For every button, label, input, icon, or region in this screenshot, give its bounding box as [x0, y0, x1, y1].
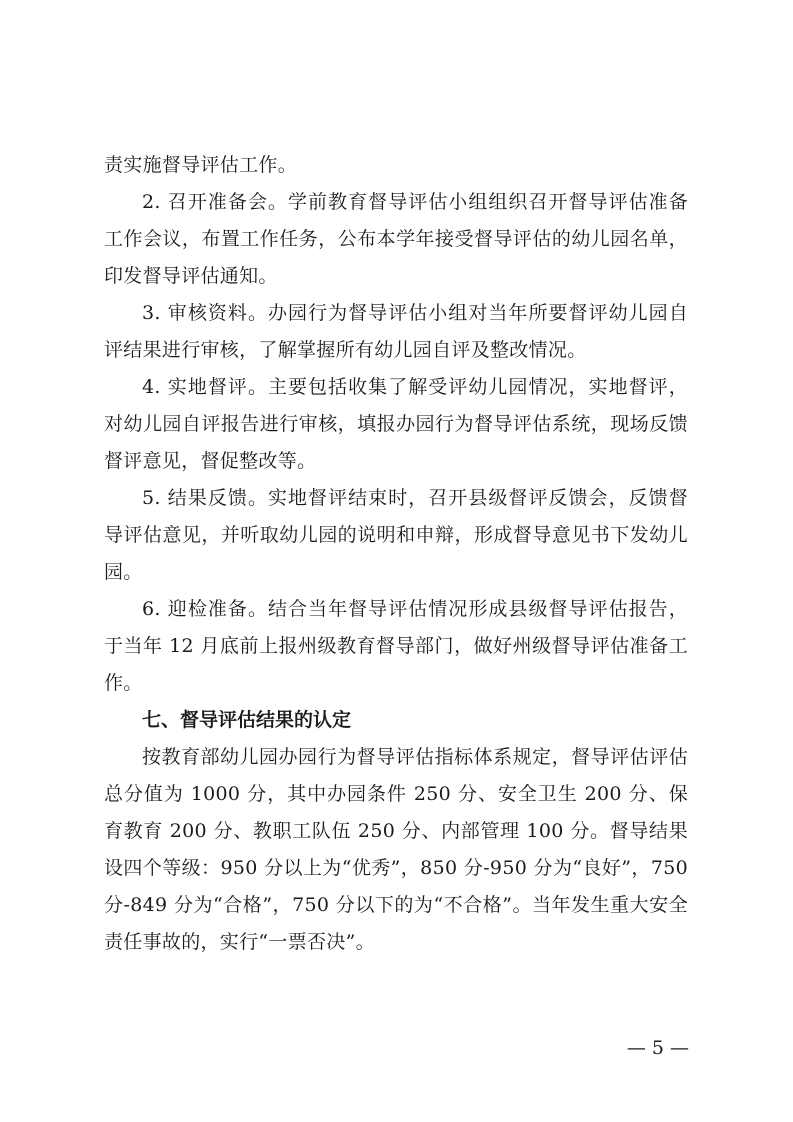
paragraph-results: 按教育部幼儿园办园行为督导评估指标体系规定，督导评估评估总分值为 1000 分，其中办园条件 250 分、安全卫生 200 分、保育教育 200 分、教职工队伍 250 分、内部管理 100 分。督导结果设四个等级：950 分以上为“优秀”，850 分-950 分为“良好”，750 分-849 分为“合格”，750 分以下的为“不合格”。当年发生重大安全责任事故的，实行“一票否决”。: [104, 746, 688, 953]
paragraph-item-5: 5. 结果反馈。实地督评结束时，召开县级督评反馈会，反馈督导评估意见，并听取幼儿园的说明和申辩，形成督导意见书下发幼儿园。: [104, 487, 688, 583]
paragraph-item-3: 3. 审核资料。办园行为督导评估小组对当年所要督评幼儿园自评结果进行审核，了解掌握所有幼儿园自评及整改情况。: [104, 302, 688, 361]
section-heading-7: 七、督导评估结果的认定: [142, 709, 352, 731]
page-number: — 5 —: [626, 1037, 689, 1059]
paragraph-item-2: 2. 召开准备会。学前教育督导评估小组组织召开督导评估准备工作会议，布置工作任务，公布本学年接受督导评估的幼儿园名单，印发督导评估通知。: [104, 191, 688, 287]
document-body: [104, 147, 688, 961]
paragraph-item-4: 4. 实地督评。主要包括收集了解受评幼儿园情况，实地督评，对幼儿园自评报告进行审核，填报办园行为督导评估系统，现场反馈督评意见，督促整改等。: [104, 376, 688, 472]
paragraph-item-6: 6. 迎检准备。结合当年督导评估情况形成县级督导评估报告，于当年 12 月底前上报州级教育督导部门，做好州级督导评估准备工作。: [104, 598, 688, 694]
paragraph-continuation: 责实施督导评估工作。: [104, 154, 298, 176]
